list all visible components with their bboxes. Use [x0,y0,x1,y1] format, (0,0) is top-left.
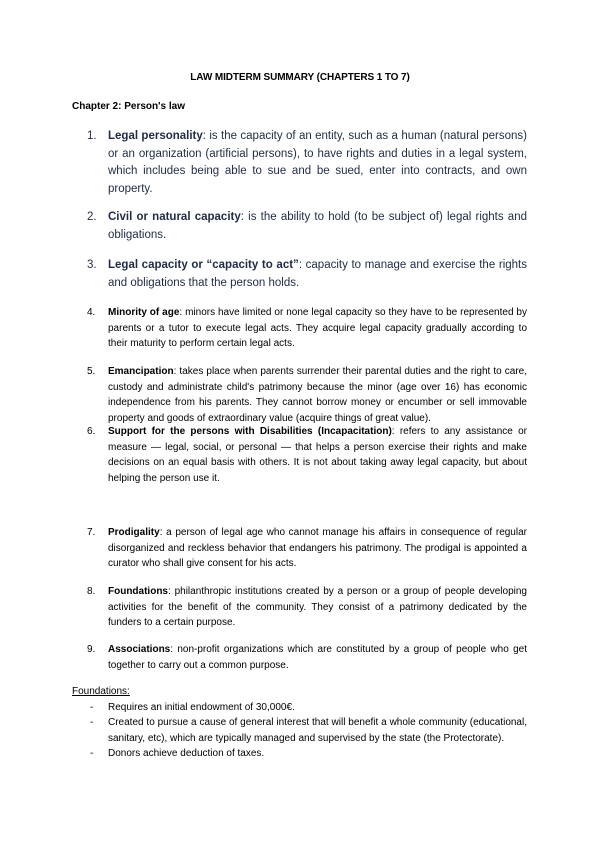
item-term: Prodigality [108,527,160,538]
item-number: 2. [87,211,97,223]
item-number: 4. [87,307,96,318]
bullet-dash: - [90,747,94,759]
item-term: Foundations [108,586,168,597]
item-text: : a person of legal age who cannot manage his affairs in consequence of regular disorganized and reckless behavior that endangers his patrimony. The prodigal is appointed a curator who shall give consent for his acts. [108,527,527,570]
list-item [87,642,527,673]
bullet-text: Created to pursue a cause of general interest that will benefit a whole community (educational, sanitary, etc), which are typically managed and supervised by the state (the Protectorate). [108,717,527,744]
list-item [87,424,527,486]
list-item [87,305,527,352]
item-term: Civil or natural capacity [108,211,241,223]
item-number: 8. [87,586,96,597]
item-term: Legal personality [108,130,203,142]
item-number: 6. [87,426,96,437]
item-term: Associations [108,644,171,655]
item-text: : is the ability to hold (to be subject of) legal rights and obligations. [108,211,527,241]
list-item [87,364,527,426]
item-text: : minors have limited or none legal capacity so they have to be represented by parents or a tutor to execute legal acts. They acquire legal capacity gradually according to their maturity to perform certain legal acts. [108,307,527,350]
item-term: Legal capacity or “capacity to act” [108,259,299,271]
item-text: : refers to any assistance or measure — legal, social, or personal — that helps a person exercise their rights and make decisions on an equal basis with others. It is not about taking away legal capacity, but about helping the person use it. [108,426,527,484]
item-number: 5. [87,366,96,377]
item-number: 1. [87,130,97,142]
item-number: 9. [87,644,96,655]
item-number: 7. [87,527,96,538]
foundations-heading: Foundations: [72,686,130,697]
document-title: LAW MIDTERM SUMMARY (CHAPTERS 1 TO 7) [190,72,410,83]
bullet-text: Requires an initial endowment of 30,000€. [108,702,295,713]
chapter-heading: Chapter 2: Person's law [72,101,185,112]
bullet-item [87,746,527,761]
list-item [87,128,527,198]
list-item [87,584,527,631]
item-text: : takes place when parents surrender their parental duties and the right to care, custody and administrate child's patrimony because the minor (age over 16) has economic independence from his parents. They cannot borrow money or encumber or sell immovable property and goods of extraordinary value (acquire things of great value). [108,366,527,424]
item-term: Emancipation [108,366,174,377]
list-item [87,257,527,292]
item-text: : non-profit organizations which are constituted by a group of people who get together to carry out a common purpose. [108,644,527,671]
list-item [87,209,527,244]
item-text: : capacity to manage and exercise the rights and obligations that the person holds. [108,259,527,289]
bullet-item [87,700,527,715]
bullet-text: Donors achieve deduction of taxes. [108,747,265,759]
item-text: : is the capacity of an entity, such as a human (natural persons) or an organization (artificial persons), to have rights and duties in a legal system, which includes being able to sue and be sued, enter into contracts, and own property. [108,130,527,195]
bullet-item [87,715,527,746]
item-text: : philanthropic institutions created by a person or a group of people developing activities for the benefit of the community. They consist of a patrimony dedicated by the funders to a certain purpose. [108,586,527,629]
bullet-dash: - [90,702,94,713]
list-item [87,525,527,572]
foundations-bullets [87,700,527,761]
item-number: 3. [87,259,97,271]
bullet-dash: - [90,717,94,729]
item-term: Minority of age [108,307,180,318]
item-term: Support for the persons with Disabilities (Incapacitation) [108,426,392,437]
